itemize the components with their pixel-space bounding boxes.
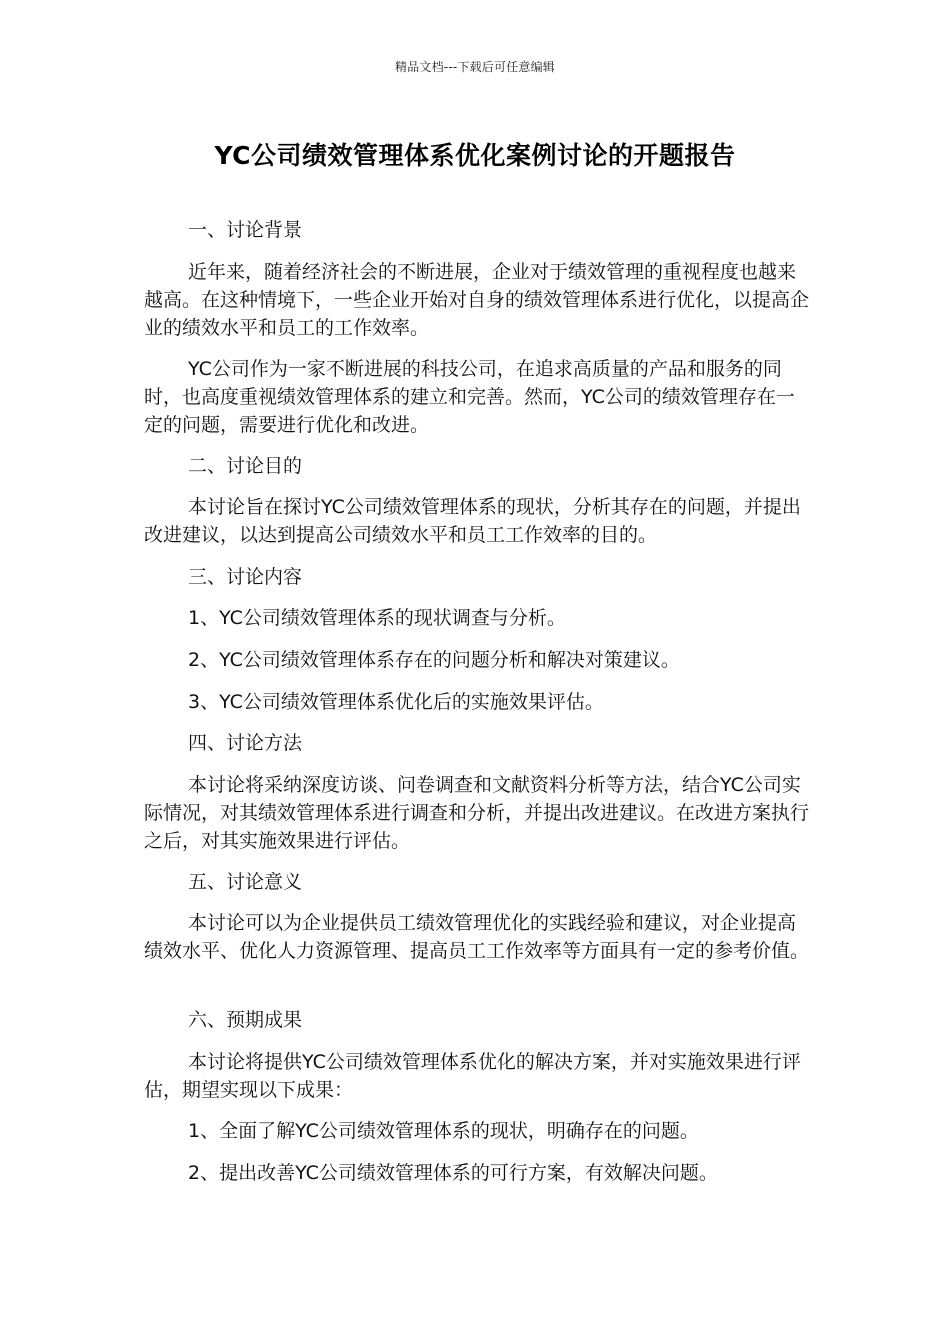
content-list-item-2: 2、YC公司绩效管理体系存在的问题分析和解决对策建议。 [188,649,680,671]
content-list-item-3: 3、YC公司绩效管理体系优化后的实施效果评估。 [188,691,604,713]
header-note: 精品文档---下载后可任意编辑 [395,60,555,74]
paragraph-background-1: 近年来，随着经济社会的不断进展，企业对于绩效管理的重视程度也越来越高。在这种情境下，一些企业开始对自身的绩效管理体系进行优化，以提高企业的绩效水平和员工的工作效率。 [144,261,810,339]
paragraph-purpose: 本讨论旨在探讨YC公司绩效管理体系的现状，分析其存在的问题，并提出改进建议，以达到提高公司绩效水平和员工工作效率的目的。 [144,496,801,546]
paragraph-significance: 本讨论可以为企业提供员工绩效管理优化的实践经验和建议，对企业提高绩效水平、优化人力资源管理、提高员工工作效率等方面具有一定的参考价值。 [144,912,810,962]
section-heading-method: 四、讨论方法 [188,732,303,754]
section-heading-significance: 五、讨论意义 [188,871,303,893]
page-title: YC公司绩效管理体系优化案例讨论的开题报告 [214,141,736,170]
section-heading-expected-results: 六、预期成果 [188,1009,303,1031]
paragraph-method: 本讨论将采纳深度访谈、问卷调查和文献资料分析等方法，结合YC公司实际情况，对其绩效管理体系进行调查和分析，并提出改进建议。在改进方案执行之后，对其实施效果进行评估。 [144,774,810,852]
results-list-item-2: 2、提出改善YC公司绩效管理体系的可行方案，有效解决问题。 [188,1162,718,1184]
paragraph-expected-results: 本讨论将提供YC公司绩效管理体系优化的解决方案，并对实施效果进行评估，期望实现以下成果： [144,1051,801,1101]
section-heading-content: 三、讨论内容 [188,566,303,588]
content-list-item-1: 1、YC公司绩效管理体系的现状调查与分析。 [188,607,566,629]
paragraph-background-2: YC公司作为一家不断进展的科技公司，在追求高质量的产品和服务的同时，也高度重视绩效管理体系的建立和完善。然而，YC公司的绩效管理存在一定的问题，需要进行优化和改进。 [144,358,795,436]
results-list-item-1: 1、全面了解YC公司绩效管理体系的现状，明确存在的问题。 [188,1120,699,1142]
section-heading-purpose: 二、讨论目的 [188,455,303,477]
section-heading-background: 一、讨论背景 [188,219,303,241]
